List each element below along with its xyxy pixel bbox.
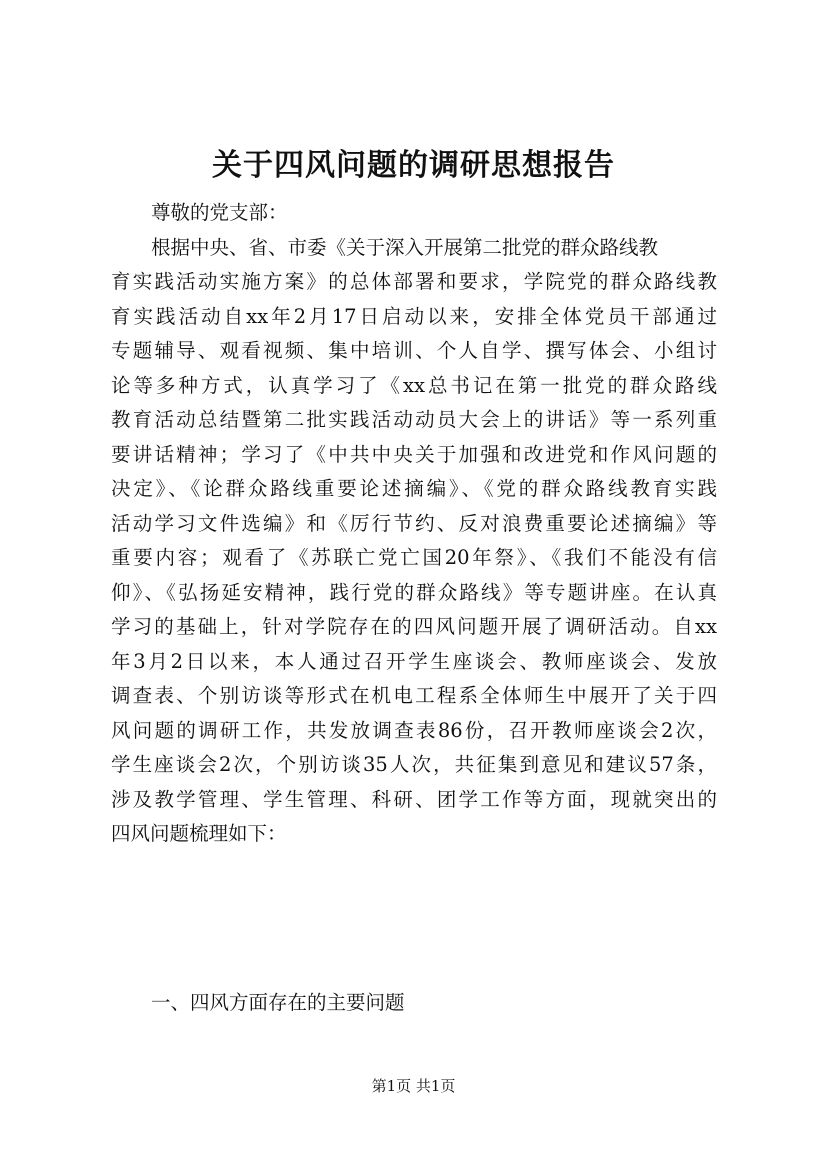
paragraph-line: 风问题的调研工作，共发放调查表86份，召开教师座谈会2次， <box>111 718 717 742</box>
paragraph-line: 育实践活动实施方案》的总体部署和要求，学院党的群众路线教 <box>111 270 717 293</box>
paragraph-line: 教育活动总结暨第二批实践活动动员大会上的讲话》等一系列重 <box>111 408 717 431</box>
paragraph-line: 论等多种方式，认真学习了《xx总书记在第一批党的群众路线 <box>111 373 717 397</box>
paragraph-line: 仰》、《弘扬延安精神，践行党的群众路线》等专题讲座。在认真 <box>111 580 717 604</box>
section-heading: 一、四风方面存在的主要问题 <box>151 991 405 1014</box>
paragraph-line: 学生座谈会2次，个别访谈35人次，共征集到意见和建议57条， <box>111 753 717 776</box>
paragraph-line: 学习的基础上，针对学院存在的四风问题开展了调研活动。自xx <box>111 615 717 638</box>
paragraph-line: 育实践活动自xx年2月17日启动以来，安排全体党员干部通过 <box>111 304 717 328</box>
paragraph-line: 专题辅导、观看视频、集中培训、个人自学、撰写体会、小组讨 <box>111 339 717 362</box>
paragraph-line: 要讲话精神；学习了《中共中央关于加强和改进党和作风问题的 <box>111 442 717 466</box>
paragraph-line: 年3月2日以来，本人通过召开学生座谈会、教师座谈会、发放 <box>111 649 717 673</box>
paragraph-line: 调查表、个别访谈等形式在机电工程系全体师生中展开了关于四 <box>111 684 717 707</box>
document-body <box>111 196 717 852</box>
salutation: 尊敬的党支部： <box>151 201 288 224</box>
paragraph-line: 根据中央、省、市委《关于深入开展第二批党的群众路线教 <box>151 235 659 259</box>
paragraph-line: 四风问题梳理如下： <box>111 822 287 845</box>
page-footer: 第1页 共1页 <box>371 1077 456 1095</box>
paragraph-line: 活动学习文件选编》和《厉行节约、反对浪费重要论述摘编》等 <box>111 511 717 535</box>
paragraph-line: 重要内容；观看了《苏联亡党亡国20年祭》、《我们不能没有信 <box>111 546 717 569</box>
paragraph-line: 决定》、《论群众路线重要论述摘编》、《党的群众路线教育实践 <box>111 477 717 500</box>
document-title: 关于四风问题的调研思想报告 <box>212 148 615 183</box>
paragraph-line: 涉及教学管理、学生管理、科研、团学工作等方面，现就突出的 <box>111 787 717 811</box>
